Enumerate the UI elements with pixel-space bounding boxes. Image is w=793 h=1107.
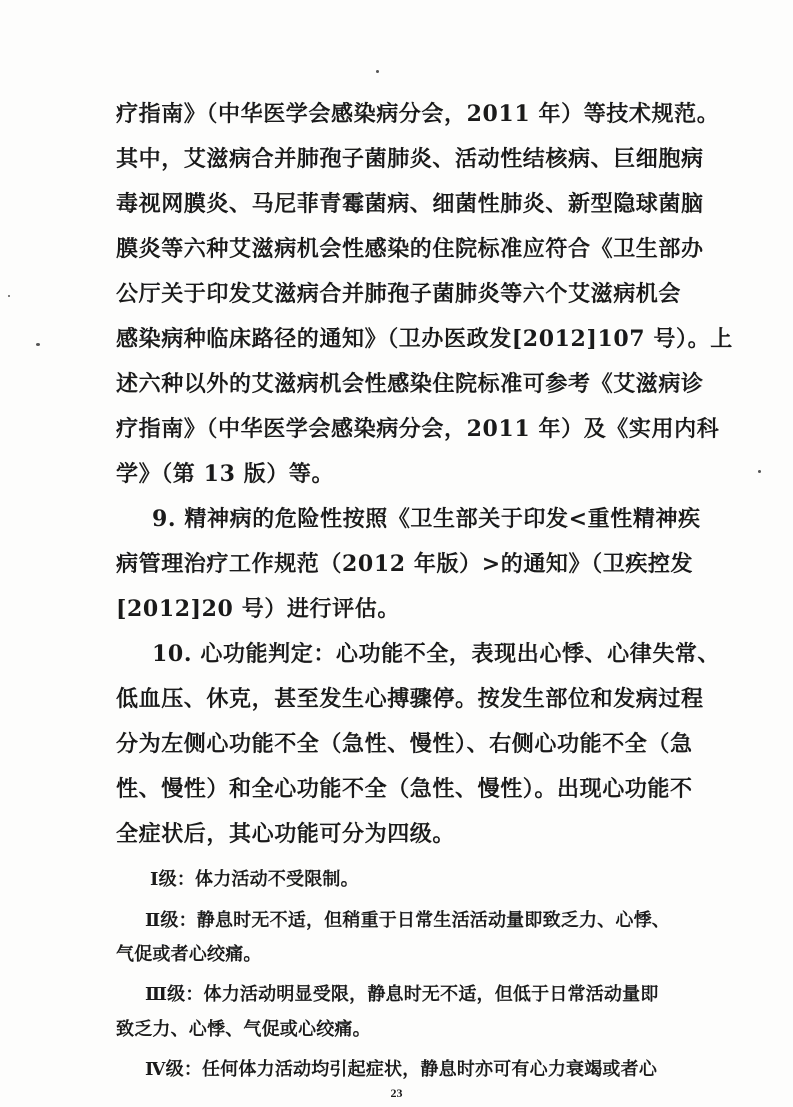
scan-speck: [376, 70, 379, 73]
grade-line: Ⅳ级：任何体力活动均引起症状，静息时亦可有心力衰竭或者心: [145, 1059, 658, 1080]
paragraph-start-line: 9. 精神病的危险性按照《卫生部关于印发<重性精神疾: [152, 506, 701, 532]
text-line: 疗指南》（中华医学会感染病分会，2011 年）等技术规范。: [116, 101, 720, 127]
paragraph-start-line: 10. 心功能判定：心功能不全，表现出心悸、心律失常、: [152, 641, 721, 667]
scan-speck: [36, 343, 40, 346]
grade-line: Ⅱ级：静息时无不适，但稍重于日常生活活动量即致乏力、心悸、: [145, 910, 670, 931]
text-line: 公厅关于印发艾滋病合并肺孢子菌肺炎等六个艾滋病机会: [116, 281, 682, 307]
text-line: 膜炎等六种艾滋病机会性感染的住院标准应符合《卫生部办: [116, 236, 704, 262]
text-line: [2012]20 号）进行评估。: [116, 596, 400, 622]
text-line: 毒视网膜炎、马尼菲青霉菌病、细菌性肺炎、新型隐球菌脑: [116, 191, 704, 217]
text-line: 感染病种临床路径的通知》（卫办医政发[2012]107 号）。上: [116, 326, 733, 352]
text-line: 性、慢性）和全心功能不全（急性、慢性）。出现心功能不: [116, 776, 693, 802]
text-line: 述六种以外的艾滋病机会性感染住院标准可参考《艾滋病诊: [116, 371, 704, 397]
scan-speck: [8, 295, 10, 297]
scan-speck: [758, 470, 761, 473]
grade-line: Ⅰ级：体力活动不受限制。: [150, 869, 359, 890]
text-line: 疗指南》（中华医学会感染病分会，2011 年）及《实用内科: [116, 416, 720, 442]
grade-line: Ⅲ级：体力活动明显受限，静息时无不适，但低于日常活动量即: [145, 984, 659, 1005]
text-line: 全症状后，其心功能可分为四级。: [116, 821, 456, 847]
grade-line: 致乏力、心悸、气促或心绞痛。: [116, 1019, 371, 1040]
text-line: 低血压、休克，甚至发生心搏骤停。按发生部位和发病过程: [116, 686, 704, 712]
text-line: 学》（第 13 版）等。: [116, 461, 335, 487]
text-line: 病管理治疗工作规范（2012 年版）>的通知》（卫疾控发: [116, 551, 694, 577]
grade-line: 气促或者心绞痛。: [116, 944, 262, 965]
text-line: 其中，艾滋病合并肺孢子菌肺炎、活动性结核病、巨细胞病: [116, 146, 704, 172]
text-line: 分为左侧心功能不全（急性、慢性）、右侧心功能不全（急: [116, 731, 693, 757]
page-number: 23: [390, 1086, 403, 1100]
